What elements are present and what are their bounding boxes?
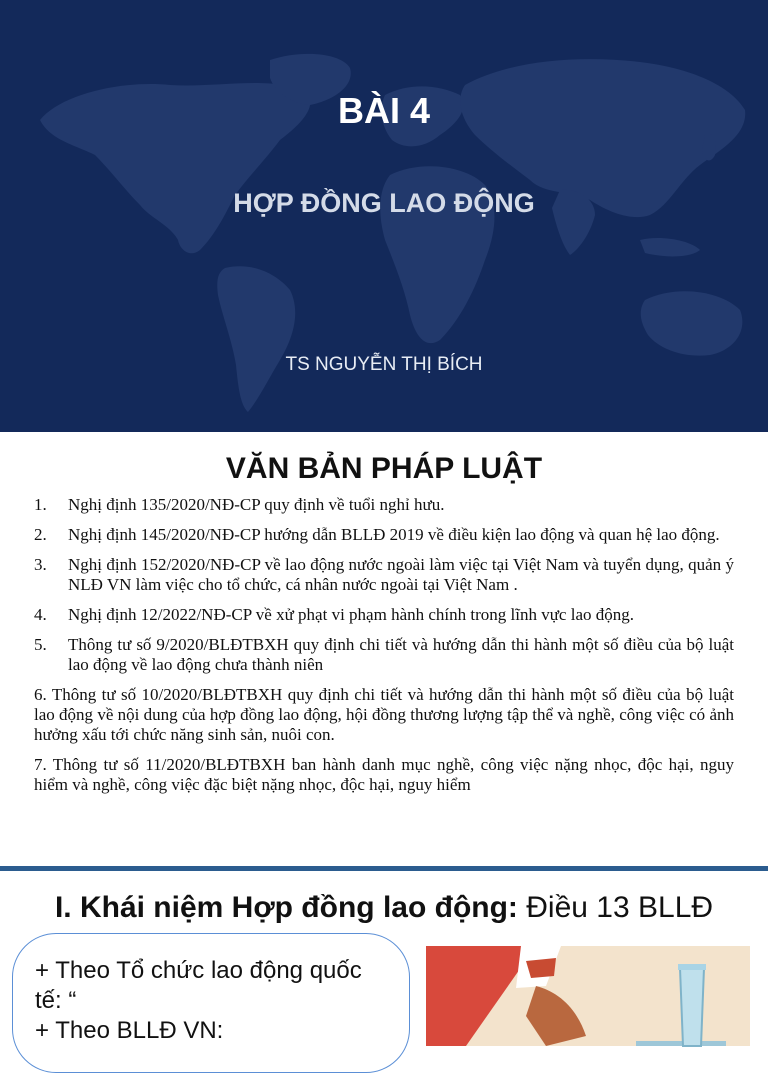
list-item bbox=[34, 525, 734, 545]
list-item bbox=[34, 635, 734, 675]
list-item-text: Nghị định 12/2022/NĐ-CP về xử phạt vi phạm hành chính trong lĩnh vực lao động. bbox=[68, 605, 634, 624]
legal-documents-list bbox=[34, 495, 734, 805]
list-item-text: Nghị định 145/2020/NĐ-CP hướng dẫn BLLĐ 2019 về điều kiện lao động và quan hệ lao động. bbox=[68, 525, 720, 544]
list-paragraph: 6. Thông tư số 10/2020/BLĐTBXH quy định chi tiết và hướng dẫn thi hành một số điều của bộ luật lao động về nội dung của hợp đồng lao động, hội đồng thương lượng tập thể và nghề, công việc có ảnh hưởng xấu tới chức năng sinh sản, nuôi con. bbox=[34, 685, 734, 744]
list-item-number: 5. bbox=[34, 635, 47, 654]
author-name: TS NGUYỄN THỊ BÍCH bbox=[285, 354, 483, 375]
legal-documents-slide bbox=[0, 432, 768, 866]
concept-heading-bold: I. Khái niệm Hợp đồng lao động: bbox=[54, 891, 518, 924]
concept-heading-reference: Điều 13 BLLĐ bbox=[517, 891, 714, 924]
list-item bbox=[34, 495, 734, 515]
list-item-number: 1. bbox=[34, 495, 47, 514]
lesson-title: BÀI 4 bbox=[337, 90, 431, 131]
list-item bbox=[34, 555, 734, 595]
definition-box-text bbox=[35, 956, 395, 1046]
handshake-illustration bbox=[426, 946, 750, 1046]
title-slide bbox=[0, 0, 768, 432]
concept-slide bbox=[0, 871, 768, 1044]
list-item-text: Nghị định 152/2020/NĐ-CP về lao động nước ngoài làm việc tại Việt Nam và tuyển dụng, quản ý NLĐ VN làm việc cho tổ chức, cá nhân nước ngoài tại Việt Nam . bbox=[68, 555, 734, 594]
list-item-number: 3. bbox=[34, 555, 47, 574]
list-item bbox=[34, 605, 734, 625]
list-item-number: 4. bbox=[34, 605, 47, 624]
list-item-number: 2. bbox=[34, 525, 47, 544]
definition-ilo: + Theo Tổ chức lao động quốc tế: “ bbox=[35, 957, 362, 1014]
list-item-text: Thông tư số 9/2020/BLĐTBXH quy định chi tiết và hướng dẫn thi hành một số điều của bộ luật lao động về lao động chưa thành niên bbox=[68, 635, 734, 674]
definition-box bbox=[12, 933, 410, 1073]
lesson-subtitle: HỢP ĐỒNG LAO ĐỘNG bbox=[233, 188, 535, 218]
concept-heading bbox=[0, 891, 768, 925]
legal-documents-heading: VĂN BẢN PHÁP LUẬT bbox=[225, 452, 543, 485]
list-paragraph: 7. Thông tư số 11/2020/BLĐTBXH ban hành danh mục nghề, công việc nặng nhọc, độc hại, nguy hiểm và nghề, công việc đặc biệt nặng nhọc, độc hại, nguy hiểm bbox=[34, 755, 734, 794]
list-item-text: Nghị định 135/2020/NĐ-CP quy định về tuổi nghỉ hưu. bbox=[68, 495, 445, 514]
definition-vn-law: + Theo BLLĐ VN: bbox=[35, 1017, 224, 1044]
